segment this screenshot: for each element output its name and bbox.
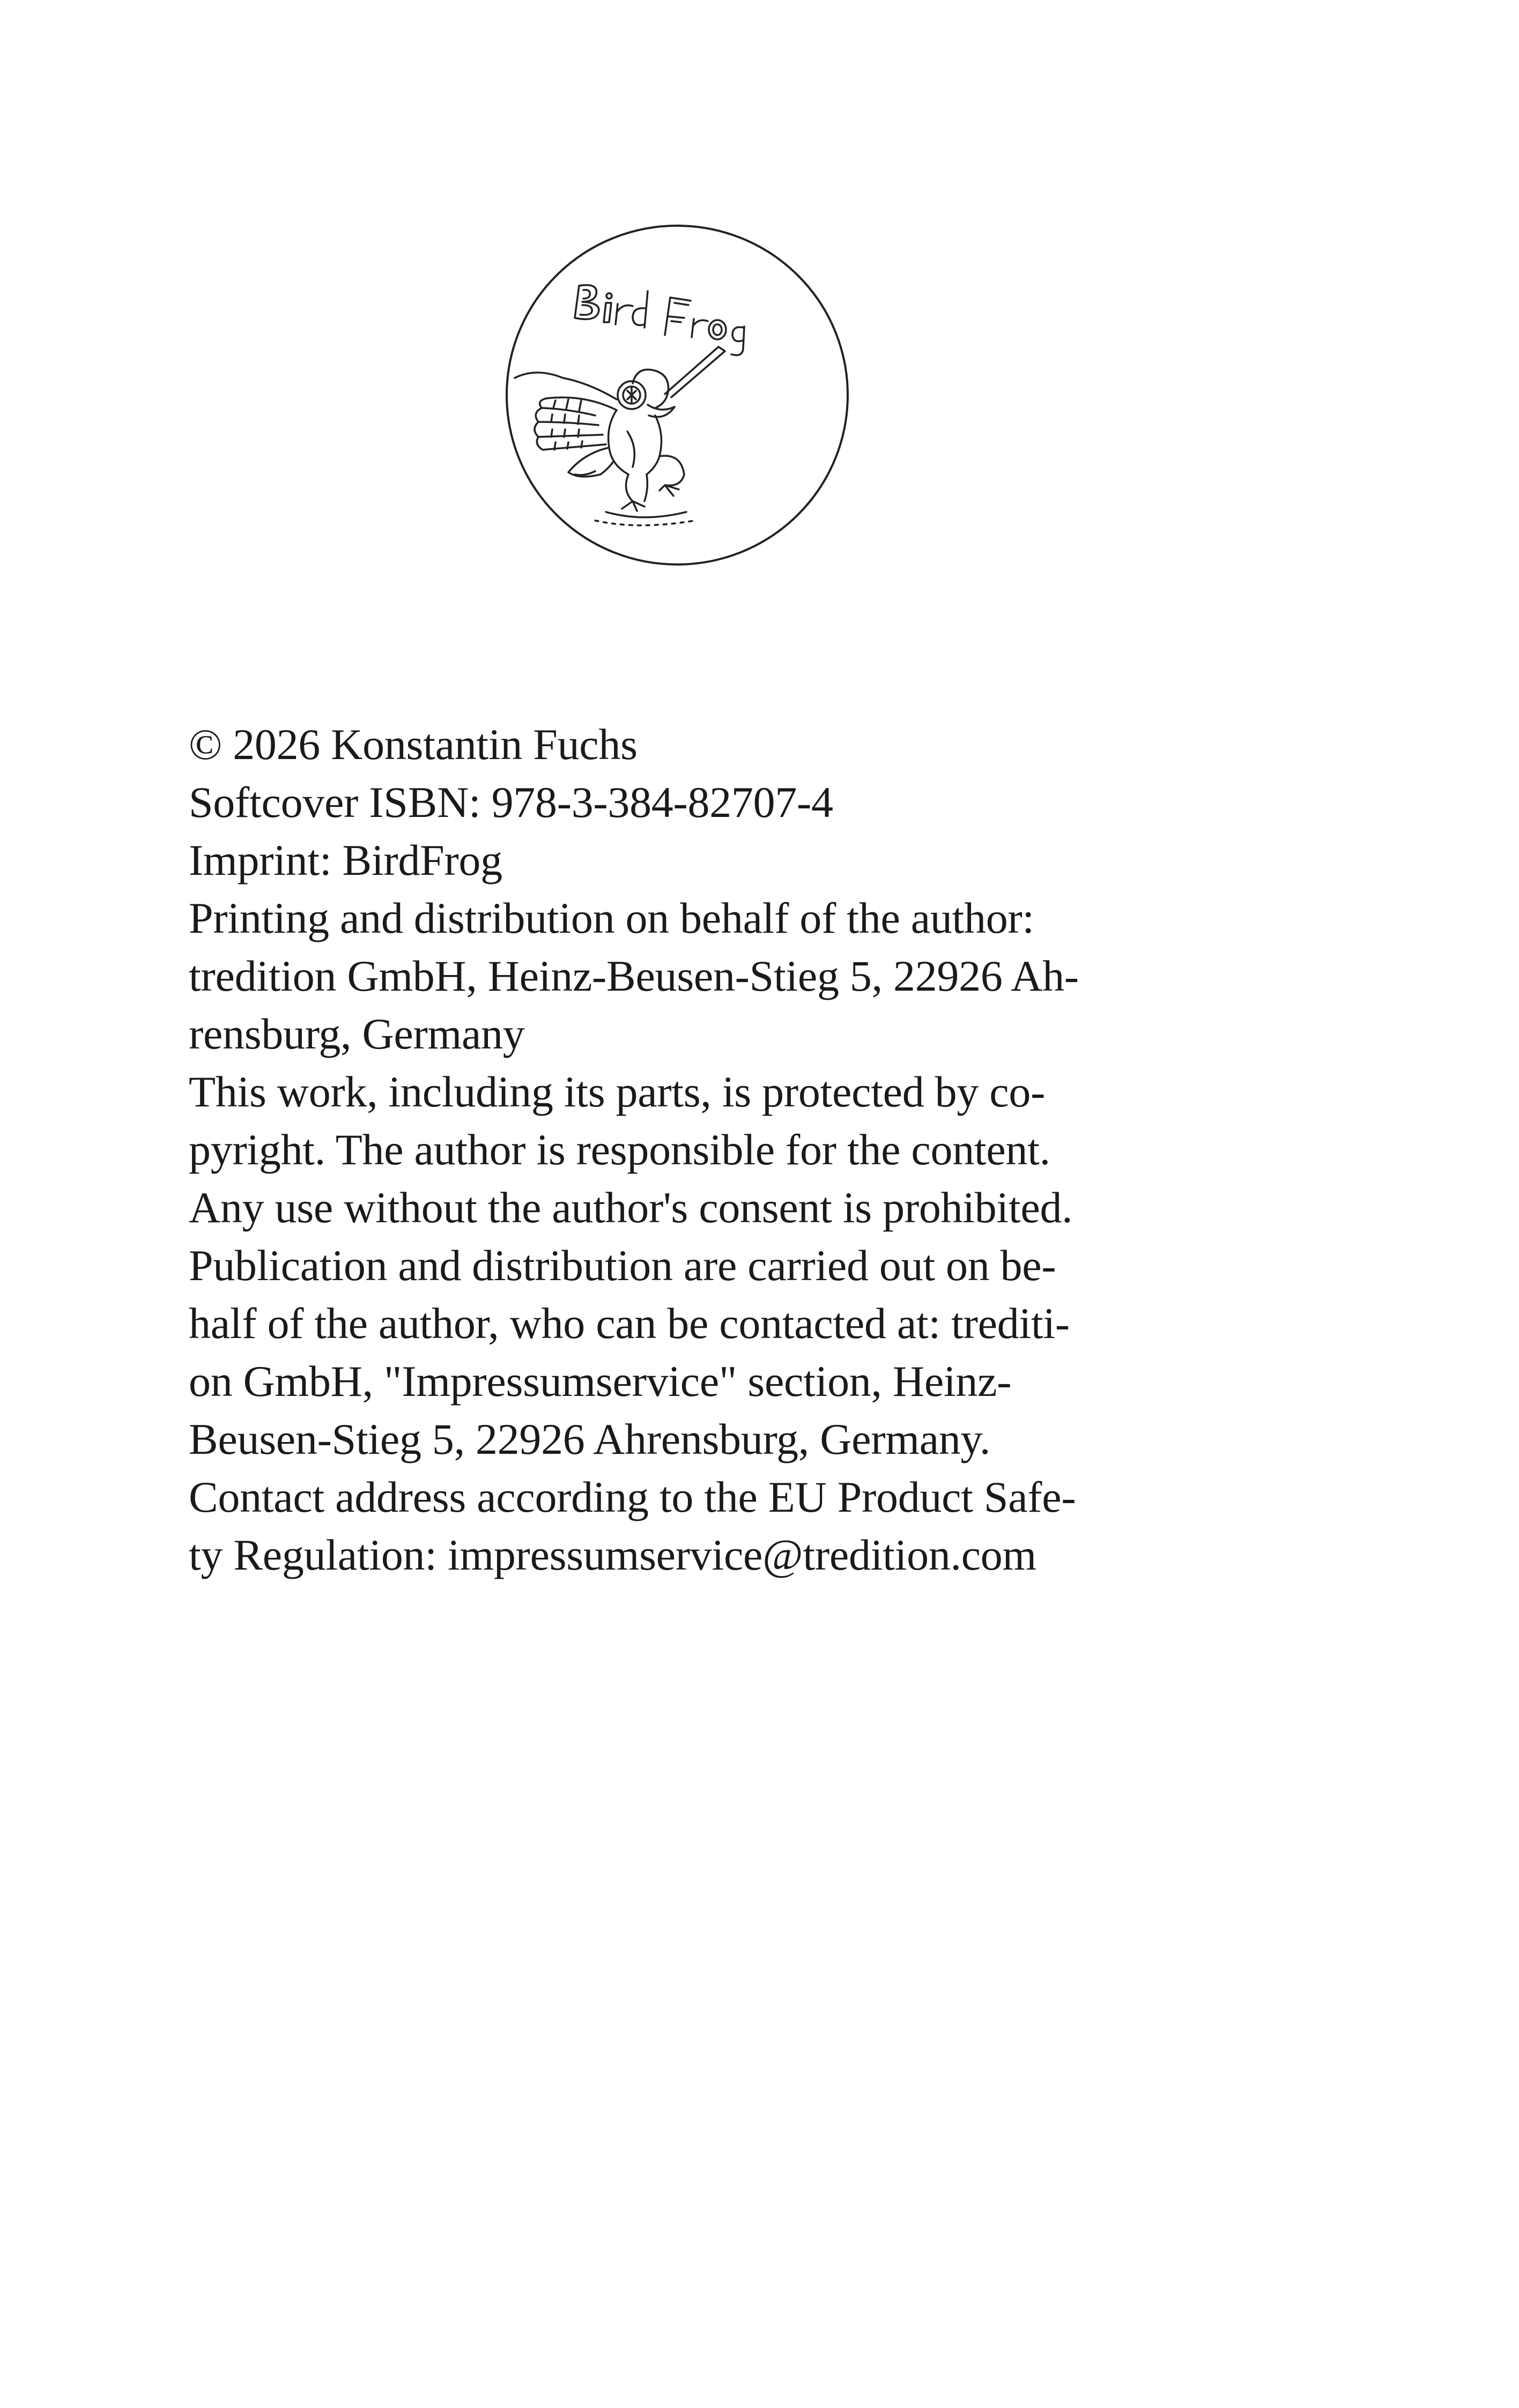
bird-frog-seal-icon [504,222,853,568]
isbn-line: Softcover ISBN: 978-3-384-82707-4 [189,778,833,827]
publication-notice-line: Publication and distribution are carried out on be- [189,1241,1056,1290]
publication-notice-line: half of the author, who can be contacted at: trediti- [189,1299,1070,1348]
publisher-address-line: rensburg, Germany [189,1009,525,1058]
copyright-notice-line: Any use without the author's consent is prohibited. [189,1183,1073,1232]
contact-address-line: ty Regulation: impressumservice@tredition.com [189,1530,1036,1579]
copyright-notice-line: This work, including its parts, is protected by co- [189,1067,1046,1116]
copyright-notice-line: pyright. The author is responsible for the content. [189,1125,1050,1174]
publication-notice-line: Beusen-Stieg 5, 22926 Ahrensburg, Germany. [189,1415,991,1463]
imprint-line: Imprint: BirdFrog [189,836,502,885]
publication-notice-line: on GmbH, "Impressumservice" section, Heinz- [189,1357,1012,1406]
publisher-address-line: tredition GmbH, Heinz-Beusen-Stieg 5, 22926 Ah- [189,952,1079,1000]
imprint-text-block [189,716,1325,1584]
printing-distribution-line: Printing and distribution on behalf of the author: [189,894,1034,942]
bird-frog-logo [504,222,853,568]
contact-address-line: Contact address according to the EU Product Safe- [189,1473,1076,1521]
logo-text [504,568,505,569]
copyright-line: © 2026 Konstantin Fuchs [189,720,638,769]
